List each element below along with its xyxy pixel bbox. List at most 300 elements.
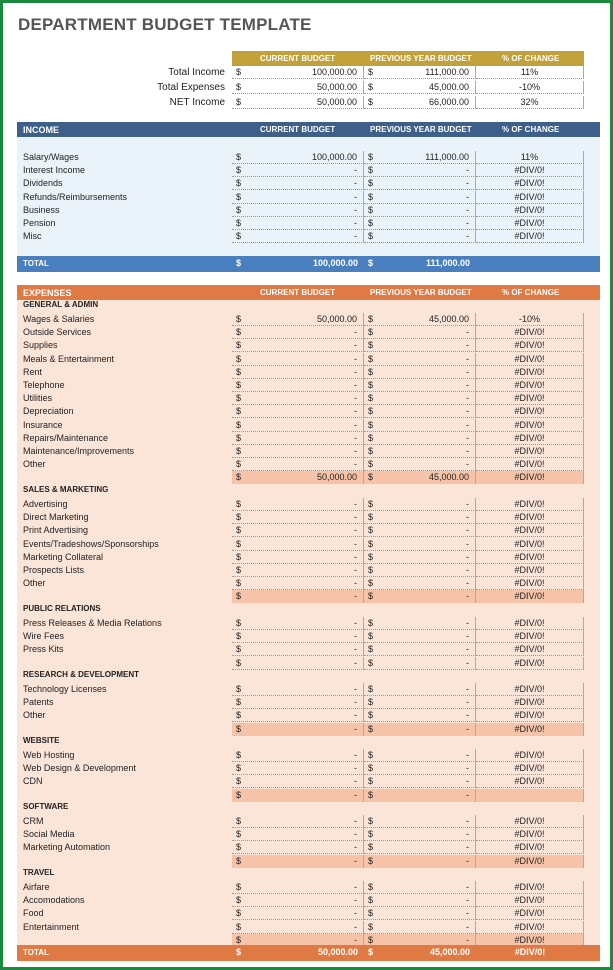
current-budget-cell[interactable] <box>232 379 364 392</box>
dollar-sign: $ <box>236 538 242 549</box>
percent-change-cell[interactable]: #DIV/0! <box>476 419 584 432</box>
current-budget-cell[interactable] <box>232 881 364 894</box>
dollar-sign: $ <box>368 908 374 919</box>
current-budget-cell[interactable] <box>232 657 364 670</box>
row-label: Depreciation <box>23 406 74 417</box>
previous-year-cell[interactable] <box>364 405 476 418</box>
previous-year-cell[interactable] <box>364 683 476 696</box>
previous-year-cell[interactable] <box>364 366 476 379</box>
percent-change-cell[interactable]: #DIV/0! <box>476 471 584 484</box>
dollar-sign: $ <box>236 512 242 523</box>
percent-change-cell[interactable]: #DIV/0! <box>476 392 584 405</box>
row-label: Web Design & Development <box>23 763 136 774</box>
dollar-sign: $ <box>236 97 242 107</box>
percent-change-cell[interactable]: #DIV/0! <box>476 366 584 379</box>
previous-year-value: - <box>466 882 469 892</box>
current-budget-cell[interactable] <box>232 230 364 243</box>
previous-year-cell[interactable] <box>364 339 476 352</box>
dollar-sign: $ <box>236 353 242 364</box>
previous-year-value: - <box>466 432 469 443</box>
previous-year-cell[interactable] <box>364 191 476 204</box>
dollar-sign: $ <box>368 82 374 92</box>
dollar-sign: $ <box>236 472 242 483</box>
previous-year-cell[interactable] <box>364 419 476 432</box>
previous-year-value: - <box>466 934 469 945</box>
row-label: Advertising <box>23 499 68 509</box>
current-budget-value: 50,000.00 <box>316 82 357 92</box>
current-budget-value: - <box>354 631 357 642</box>
previous-year-cell[interactable] <box>364 762 476 775</box>
dollar-sign: $ <box>236 895 242 906</box>
previous-year-cell[interactable] <box>364 353 476 366</box>
previous-year-cell[interactable] <box>364 96 476 109</box>
header-current-budget: CURRENT BUDGET <box>260 288 336 297</box>
previous-year-value: - <box>466 908 469 919</box>
current-budget-value: - <box>354 327 357 338</box>
percent-change-cell[interactable]: #DIV/0! <box>476 775 584 788</box>
previous-year-cell[interactable] <box>364 696 476 709</box>
previous-year-cell[interactable] <box>364 946 476 959</box>
table-row <box>232 617 584 630</box>
dollar-sign: $ <box>368 380 374 390</box>
current-budget-cell[interactable] <box>232 405 364 418</box>
previous-year-value: - <box>466 204 469 215</box>
previous-year-cell[interactable] <box>364 471 476 484</box>
dollar-sign: $ <box>368 895 374 906</box>
previous-year-cell[interactable] <box>364 257 476 270</box>
previous-year-cell[interactable] <box>364 432 476 445</box>
percent-change-cell[interactable]: #DIV/0! <box>476 643 584 656</box>
table-row <box>232 339 584 352</box>
previous-year-cell[interactable] <box>364 313 476 326</box>
current-budget-value: - <box>354 842 357 853</box>
dollar-sign: $ <box>236 406 242 417</box>
percent-change-cell[interactable]: -10% <box>476 313 584 326</box>
previous-year-cell[interactable] <box>364 204 476 217</box>
current-budget-value: - <box>354 921 357 932</box>
percent-change-cell[interactable]: 32% <box>476 96 584 109</box>
table-row <box>232 204 584 217</box>
row-label: Wages & Salaries <box>23 314 95 324</box>
previous-year-cell[interactable] <box>364 789 476 802</box>
previous-year-cell[interactable] <box>364 151 476 164</box>
current-budget-cell[interactable] <box>232 524 364 537</box>
dollar-sign: $ <box>368 525 374 536</box>
current-budget-value: - <box>354 459 357 470</box>
current-budget-value: - <box>354 855 357 866</box>
current-budget-cell[interactable] <box>232 749 364 762</box>
row-label: Social Media <box>23 829 75 840</box>
current-budget-cell[interactable] <box>232 204 364 217</box>
previous-year-cell[interactable] <box>364 230 476 243</box>
percent-change-cell[interactable] <box>476 789 584 802</box>
previous-year-cell[interactable] <box>364 630 476 643</box>
dollar-sign: $ <box>236 258 242 268</box>
current-budget-cell[interactable] <box>232 326 364 339</box>
previous-year-cell[interactable] <box>364 921 476 934</box>
income-header <box>17 122 600 137</box>
group-title: SOFTWARE <box>23 802 69 811</box>
percent-change-cell[interactable]: #DIV/0! <box>476 577 584 590</box>
percent-change-cell[interactable]: #DIV/0! <box>476 590 584 603</box>
previous-year-value: - <box>466 419 469 430</box>
dollar-sign: $ <box>236 816 242 826</box>
previous-year-value: - <box>466 178 469 189</box>
table-row <box>232 326 584 339</box>
previous-year-cell[interactable] <box>364 392 476 405</box>
dollar-sign: $ <box>368 578 374 589</box>
table-row <box>232 657 584 670</box>
header-percent-change: % OF CHANGE <box>502 288 560 297</box>
percent-change-cell[interactable]: #DIV/0! <box>476 723 584 736</box>
dollar-sign: $ <box>368 204 374 215</box>
dollar-sign: $ <box>236 393 242 404</box>
percent-change-cell[interactable]: #DIV/0! <box>476 339 584 352</box>
current-budget-cell[interactable] <box>232 81 364 94</box>
header-previous-year-budget: PREVIOUS YEAR BUDGET <box>370 125 472 134</box>
percent-change-cell[interactable]: #DIV/0! <box>514 947 546 957</box>
current-budget-cell[interactable] <box>232 445 364 458</box>
percent-change-cell[interactable]: #DIV/0! <box>476 191 584 204</box>
percent-change-cell[interactable]: #DIV/0! <box>476 617 584 630</box>
current-budget-value: - <box>354 908 357 919</box>
percent-change-cell[interactable] <box>476 257 584 270</box>
percent-change-cell[interactable]: #DIV/0! <box>476 749 584 762</box>
dollar-sign: $ <box>368 327 374 338</box>
current-budget-cell[interactable] <box>232 643 364 656</box>
current-budget-cell[interactable] <box>232 709 364 722</box>
previous-year-cell[interactable] <box>364 164 476 177</box>
dollar-sign: $ <box>236 908 242 919</box>
current-budget-cell[interactable] <box>232 164 364 177</box>
previous-year-value: - <box>466 789 469 800</box>
dollar-sign: $ <box>368 618 374 628</box>
previous-year-value: 111,000.00 <box>425 152 469 162</box>
percent-change-cell[interactable]: #DIV/0! <box>476 881 584 894</box>
dollar-sign: $ <box>368 258 374 268</box>
dollar-sign: $ <box>236 366 242 377</box>
current-budget-value: - <box>354 723 357 734</box>
percent-change-cell[interactable]: #DIV/0! <box>476 353 584 366</box>
current-budget-cell[interactable] <box>232 855 364 868</box>
current-budget-value: - <box>354 178 357 189</box>
dollar-sign: $ <box>368 684 374 694</box>
row-label: Patents <box>23 697 54 708</box>
dollar-sign: $ <box>236 218 242 228</box>
percent-change-cell[interactable]: #DIV/0! <box>476 326 584 339</box>
previous-year-cell[interactable] <box>364 657 476 670</box>
current-budget-value: - <box>354 578 357 589</box>
percent-change-cell[interactable]: #DIV/0! <box>476 657 584 670</box>
current-budget-cell[interactable] <box>232 458 364 471</box>
previous-year-cell[interactable] <box>364 177 476 190</box>
table-row <box>232 511 584 524</box>
dollar-sign: $ <box>236 882 242 892</box>
previous-year-cell[interactable] <box>364 498 476 511</box>
dollar-sign: $ <box>236 565 242 575</box>
row-label: Other <box>23 578 46 589</box>
row-label: Repairs/Maintenance <box>23 432 109 443</box>
percent-change-cell[interactable]: #DIV/0! <box>476 217 584 230</box>
current-budget-cell[interactable] <box>232 366 364 379</box>
table-row <box>232 432 584 445</box>
current-budget-cell[interactable] <box>232 257 364 270</box>
current-budget-cell[interactable] <box>232 907 364 920</box>
dollar-sign: $ <box>236 763 242 774</box>
current-budget-cell[interactable] <box>232 577 364 590</box>
previous-year-cell[interactable] <box>364 855 476 868</box>
dollar-sign: $ <box>368 921 374 932</box>
percent-change-cell[interactable]: #DIV/0! <box>476 432 584 445</box>
table-row <box>232 151 584 164</box>
dollar-sign: $ <box>368 882 374 892</box>
percent-change-cell[interactable]: -10% <box>476 81 584 94</box>
current-budget-cell[interactable] <box>232 590 364 603</box>
previous-year-value: - <box>466 340 469 351</box>
current-budget-cell[interactable] <box>232 762 364 775</box>
previous-year-value: 111,000.00 <box>425 67 469 77</box>
percent-change-cell[interactable]: #DIV/0! <box>476 230 584 243</box>
group-title: WEBSITE <box>23 736 60 745</box>
previous-year-value: - <box>466 446 469 456</box>
current-budget-value: - <box>354 191 357 202</box>
table-row <box>232 907 584 920</box>
header-percent-change: % OF CHANGE <box>502 54 560 63</box>
current-budget-value: - <box>354 538 357 549</box>
current-budget-cell[interactable] <box>232 538 364 551</box>
current-budget-cell[interactable] <box>232 815 364 828</box>
dollar-sign: $ <box>368 366 374 377</box>
dollar-sign: $ <box>368 829 374 840</box>
percent-change-cell[interactable]: #DIV/0! <box>476 683 584 696</box>
previous-year-cell[interactable] <box>364 775 476 788</box>
percent-change-cell[interactable]: #DIV/0! <box>476 458 584 471</box>
previous-year-cell[interactable] <box>364 723 476 736</box>
income-total-label: TOTAL <box>23 259 49 268</box>
percent-change-cell[interactable]: #DIV/0! <box>476 538 584 551</box>
dollar-sign: $ <box>236 419 242 430</box>
previous-year-cell[interactable] <box>364 217 476 230</box>
current-budget-cell[interactable] <box>232 775 364 788</box>
dollar-sign: $ <box>236 204 242 215</box>
current-budget-cell[interactable] <box>232 828 364 841</box>
current-budget-cell[interactable] <box>232 921 364 934</box>
row-label: Food <box>23 908 44 919</box>
previous-year-cell[interactable] <box>364 564 476 577</box>
previous-year-cell[interactable] <box>364 445 476 458</box>
previous-year-value: - <box>466 644 469 655</box>
table-row <box>232 366 584 379</box>
previous-year-cell[interactable] <box>364 815 476 828</box>
percent-change-cell[interactable]: #DIV/0! <box>476 894 584 907</box>
table-row <box>232 498 584 511</box>
current-budget-cell[interactable] <box>232 630 364 643</box>
previous-year-value: - <box>466 578 469 589</box>
previous-year-cell[interactable] <box>364 326 476 339</box>
current-budget-value: - <box>354 340 357 351</box>
current-budget-cell[interactable] <box>232 419 364 432</box>
group-title: TRAVEL <box>23 868 55 877</box>
current-budget-cell[interactable] <box>232 841 364 854</box>
dollar-sign: $ <box>368 816 374 826</box>
row-label: Technology Licenses <box>23 684 107 694</box>
current-budget-cell[interactable] <box>232 96 364 109</box>
current-budget-value: - <box>354 750 357 760</box>
current-budget-cell[interactable] <box>232 339 364 352</box>
dollar-sign: $ <box>236 591 242 602</box>
percent-change-cell[interactable]: 11% <box>476 66 584 79</box>
dollar-sign: $ <box>368 353 374 364</box>
current-budget-value: - <box>354 829 357 840</box>
previous-year-cell[interactable] <box>364 524 476 537</box>
dollar-sign: $ <box>368 565 374 575</box>
table-row <box>232 564 584 577</box>
row-label: Other <box>23 710 46 721</box>
dollar-sign: $ <box>236 314 242 324</box>
dollar-sign: $ <box>236 776 242 787</box>
previous-year-cell[interactable] <box>364 511 476 524</box>
percent-change-cell[interactable]: #DIV/0! <box>476 815 584 828</box>
percent-change-cell[interactable]: 11% <box>476 151 584 164</box>
percent-change-cell[interactable]: #DIV/0! <box>476 164 584 177</box>
dollar-sign: $ <box>236 750 242 760</box>
percent-change-cell[interactable]: #DIV/0! <box>476 921 584 934</box>
current-budget-cell[interactable] <box>232 617 364 630</box>
current-budget-cell[interactable] <box>232 151 364 164</box>
previous-year-cell[interactable] <box>364 379 476 392</box>
percent-change-cell[interactable]: #DIV/0! <box>476 177 584 190</box>
current-budget-value: - <box>354 353 357 364</box>
dollar-sign: $ <box>236 525 242 536</box>
percent-change-cell[interactable]: #DIV/0! <box>476 204 584 217</box>
dollar-sign: $ <box>236 152 242 162</box>
row-label: Salary/Wages <box>23 152 79 162</box>
row-label: Entertainment <box>23 921 80 932</box>
percent-change-cell[interactable]: #DIV/0! <box>476 445 584 458</box>
dollar-sign: $ <box>368 446 374 456</box>
expenses-total-label: TOTAL <box>23 948 49 957</box>
percent-change-cell[interactable]: #DIV/0! <box>476 907 584 920</box>
dollar-sign: $ <box>368 419 374 430</box>
dollar-sign: $ <box>368 776 374 787</box>
current-budget-cell[interactable] <box>232 498 364 511</box>
dollar-sign: $ <box>368 947 374 957</box>
previous-year-cell[interactable] <box>364 907 476 920</box>
previous-year-value: 111,000.00 <box>425 258 470 268</box>
current-budget-cell[interactable] <box>232 432 364 445</box>
previous-year-cell[interactable] <box>364 577 476 590</box>
table-row <box>232 458 584 471</box>
row-label: Insurance <box>23 419 63 430</box>
table-row <box>232 630 584 643</box>
percent-change-cell[interactable]: #DIV/0! <box>476 379 584 392</box>
current-budget-cell[interactable] <box>232 683 364 696</box>
previous-year-cell[interactable] <box>364 828 476 841</box>
previous-year-cell[interactable] <box>364 617 476 630</box>
current-budget-cell[interactable] <box>232 66 364 79</box>
percent-change-cell[interactable]: #DIV/0! <box>476 551 584 564</box>
percent-change-cell[interactable]: #DIV/0! <box>476 934 584 947</box>
current-budget-value: - <box>354 393 357 404</box>
summary-row <box>232 96 584 109</box>
current-budget-cell[interactable] <box>232 392 364 405</box>
previous-year-cell[interactable] <box>364 81 476 94</box>
header-previous-year-budget: PREVIOUS YEAR BUDGET <box>370 54 472 63</box>
dollar-sign: $ <box>368 406 374 417</box>
current-budget-cell[interactable] <box>232 564 364 577</box>
previous-year-value: - <box>466 218 469 228</box>
percent-change-cell[interactable]: #DIV/0! <box>476 511 584 524</box>
current-budget-cell[interactable] <box>232 353 364 366</box>
previous-year-cell[interactable] <box>364 841 476 854</box>
percent-change-cell[interactable]: #DIV/0! <box>476 405 584 418</box>
current-budget-cell[interactable] <box>232 471 364 484</box>
summary-header <box>232 51 584 66</box>
current-budget-value: - <box>354 406 357 417</box>
previous-year-value: - <box>466 393 469 404</box>
percent-change-cell[interactable]: #DIV/0! <box>476 709 584 722</box>
group-title: RESEARCH & DEVELOPMENT <box>23 670 140 679</box>
current-budget-cell[interactable] <box>232 511 364 524</box>
row-label: Press Releases & Media Relations <box>23 618 162 628</box>
row-label: Prospects Lists <box>23 565 85 575</box>
current-budget-value: - <box>354 432 357 443</box>
percent-change-cell[interactable]: #DIV/0! <box>476 564 584 577</box>
percent-change-cell[interactable]: #DIV/0! <box>476 762 584 775</box>
previous-year-cell[interactable] <box>364 551 476 564</box>
current-budget-cell[interactable] <box>232 191 364 204</box>
current-budget-value: 50,000.00 <box>317 947 358 957</box>
dollar-sign: $ <box>236 789 242 800</box>
percent-change-cell[interactable]: #DIV/0! <box>476 524 584 537</box>
previous-year-cell[interactable] <box>364 643 476 656</box>
current-budget-cell[interactable] <box>232 217 364 230</box>
header-current-budget: CURRENT BUDGET <box>260 125 336 134</box>
percent-change-cell[interactable]: #DIV/0! <box>476 498 584 511</box>
current-budget-value: - <box>354 591 357 602</box>
previous-year-value: - <box>466 165 469 176</box>
table-row <box>232 709 584 722</box>
current-budget-cell[interactable] <box>232 551 364 564</box>
percent-change-cell[interactable]: #DIV/0! <box>476 841 584 854</box>
dollar-sign: $ <box>236 697 242 708</box>
percent-change-cell[interactable]: #DIV/0! <box>476 696 584 709</box>
previous-year-cell[interactable] <box>364 881 476 894</box>
current-budget-cell[interactable] <box>232 177 364 190</box>
current-budget-cell[interactable] <box>232 696 364 709</box>
previous-year-cell[interactable] <box>364 458 476 471</box>
dollar-sign: $ <box>368 538 374 549</box>
row-label: Business <box>23 204 60 215</box>
current-budget-cell[interactable] <box>232 723 364 736</box>
percent-change-cell[interactable]: #DIV/0! <box>476 828 584 841</box>
previous-year-cell[interactable] <box>364 749 476 762</box>
percent-change-cell[interactable]: #DIV/0! <box>476 855 584 868</box>
previous-year-cell[interactable] <box>364 590 476 603</box>
current-budget-cell[interactable] <box>232 789 364 802</box>
previous-year-cell[interactable] <box>364 894 476 907</box>
table-row <box>232 683 584 696</box>
current-budget-cell[interactable] <box>232 946 364 959</box>
current-budget-cell[interactable] <box>232 313 364 326</box>
percent-change-cell[interactable]: #DIV/0! <box>476 630 584 643</box>
previous-year-value: - <box>466 327 469 338</box>
current-budget-cell[interactable] <box>232 894 364 907</box>
previous-year-cell[interactable] <box>364 538 476 551</box>
previous-year-cell[interactable] <box>364 66 476 79</box>
previous-year-cell[interactable] <box>364 709 476 722</box>
current-budget-value: - <box>354 763 357 774</box>
